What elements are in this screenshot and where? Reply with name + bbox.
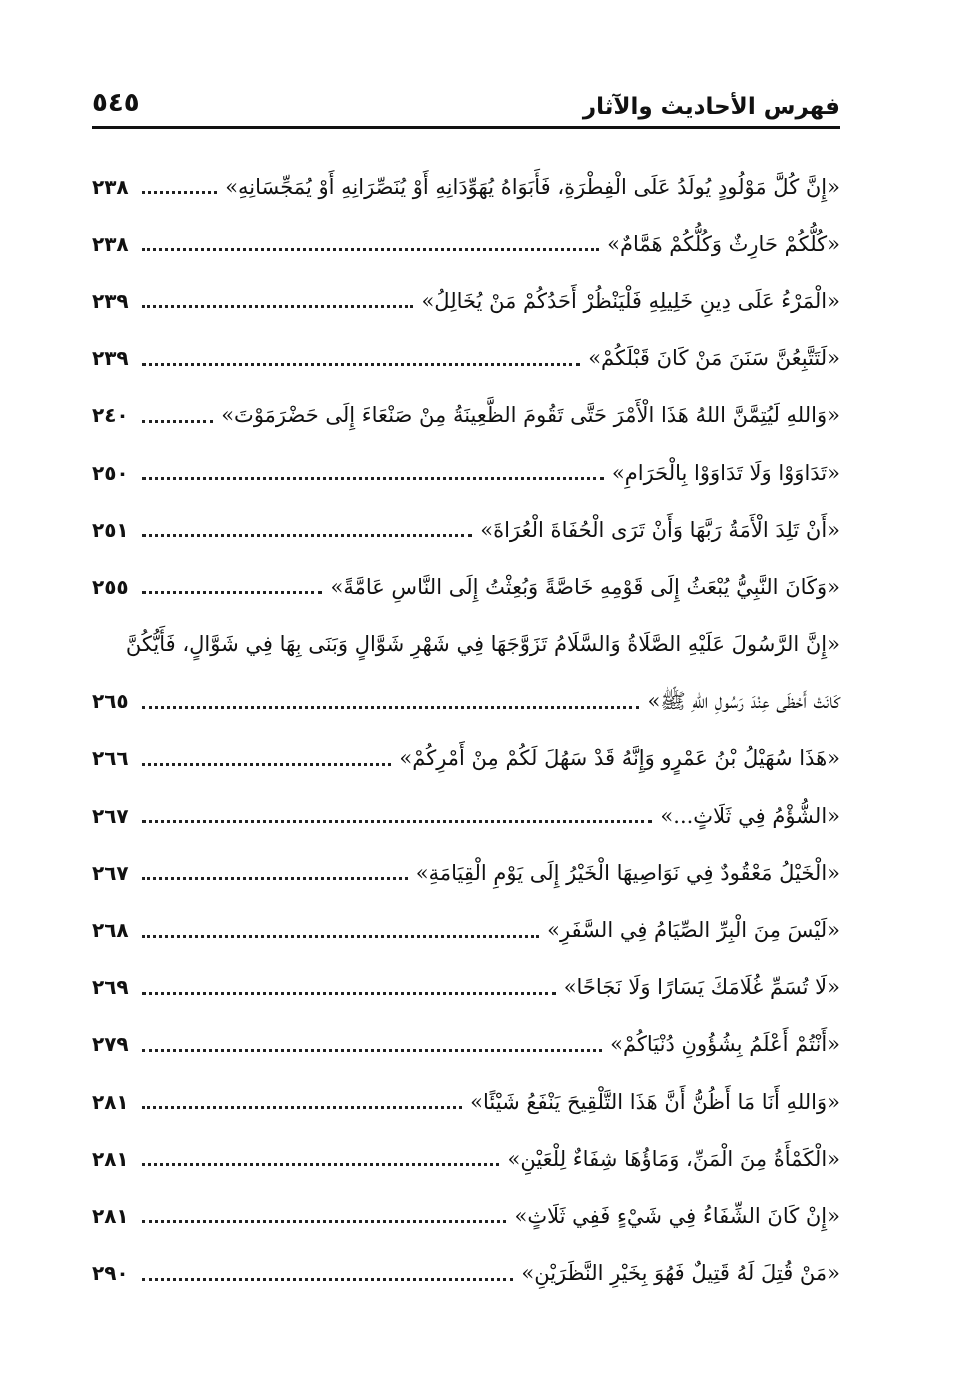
- leader-dots: [142, 820, 652, 823]
- page-reference: ٢٦٦: [92, 746, 129, 771]
- page-reference: ٢٦٧: [92, 860, 129, 885]
- hadith-text: «الْمَرْءُ عَلَى دِينِ خَلِيلِهِ فَلْيَنْظُرْ أَحَدُكُمْ مَنْ يُخَالِلُ»: [421, 288, 840, 313]
- index-entry: [92, 444, 840, 501]
- index-entry: [92, 730, 840, 787]
- index-entry: [92, 1245, 840, 1302]
- index-entry: [92, 215, 840, 272]
- leader-dots: [142, 706, 639, 709]
- index-entry: [92, 158, 840, 215]
- page-reference: ٢٨١: [92, 1203, 129, 1228]
- index-entry: [92, 673, 840, 730]
- hadith-text: «إِنَّ كُلَّ مَوْلُودٍ يُولَدُ عَلَى الْفِطْرَةِ، فَأَبَوَاهُ يُهَوِّدَانِهِ أَوْ يُنَصِّرَانِهِ أَوْ يُمَجِّسَانِهِ»: [225, 174, 840, 199]
- page-reference: ٢٣٨: [92, 231, 129, 256]
- leader-dots: [142, 1278, 513, 1281]
- hadith-index-list: [92, 158, 840, 1302]
- index-entry: [92, 1187, 840, 1244]
- index-entry: [92, 1073, 840, 1130]
- page-reference: ٢٧٩: [92, 1032, 129, 1057]
- index-entry: [92, 330, 840, 387]
- page-header: [92, 86, 840, 126]
- index-entry: [92, 959, 840, 1016]
- hadith-text: «أَنْ تَلِدَ الْأَمَةُ رَبَّهَا وَأَنْ تَرَى الْحُفَاةَ الْعُرَاةَ»: [480, 517, 840, 542]
- leader-dots: [142, 935, 539, 938]
- index-entry: [92, 787, 840, 844]
- page-reference: ٢٦٨: [92, 918, 129, 943]
- leader-dots: [142, 1106, 462, 1109]
- page-reference: ٢٥٠: [92, 460, 129, 485]
- index-entry: [92, 501, 840, 558]
- page-reference: ٢٥٥: [92, 574, 129, 599]
- leader-dots: [142, 363, 580, 366]
- page-reference: ٢٦٩: [92, 975, 129, 1000]
- hadith-text: «الْخَيْلُ مَعْقُودٌ فِي نَوَاصِيهَا الْخَيْرُ إِلَى يَوْمِ الْقِيَامَةِ»: [415, 860, 840, 885]
- page-reference: ٢٤٠: [92, 403, 129, 428]
- page-reference: ٢٣٩: [92, 288, 129, 313]
- leader-dots: [142, 420, 213, 423]
- page-reference: ٢٦٥: [92, 689, 129, 714]
- leader-dots: [142, 1163, 499, 1166]
- index-entry: [92, 272, 840, 329]
- hadith-text: «كُلُّكُمْ حَارِثٌ وَكُلُّكُمْ هَمَّامٌ»: [607, 231, 840, 256]
- hadith-text: «وَاللهِ أَنَا مَا أَظُنُّ أَنَّ هَذَا التَّلْقِيحَ يَنْفَعُ شَيْئًا»: [470, 1089, 840, 1114]
- page-reference: ٢٣٩: [92, 346, 129, 371]
- page-reference: ٢٩٠: [92, 1261, 129, 1286]
- leader-dots: [142, 477, 604, 480]
- leader-dots: [142, 534, 472, 537]
- index-entry: [92, 844, 840, 901]
- header-rule: [92, 126, 840, 129]
- hadith-text: «أَنْتُمْ أَعْلَمُ بِشُؤُونِ دُنْيَاكُمْ»: [610, 1032, 840, 1057]
- leader-dots: [142, 1220, 506, 1223]
- page-reference: ٢٦٧: [92, 803, 129, 828]
- leader-dots: [142, 763, 391, 766]
- page-reference: ٢٨١: [92, 1146, 129, 1171]
- hadith-text: «هَذَا سُهَيْلُ بْنُ عَمْرٍو وَإِنَّهُ قَدْ سَهُلَ لَكُمْ مِنْ أَمْرِكُمْ»: [399, 746, 840, 771]
- index-entry: [92, 1130, 840, 1187]
- hadith-text: «وَاللهِ لَيُتِمَّنَّ اللهُ هَذَا الْأَمْرَ حَتَّى تَقُومَ الظَّعِينَةُ مِنْ صَنْعَاءَ إِلَى حَضْرَمَوْتَ»: [221, 403, 840, 428]
- page-number: ٥٤٥: [92, 88, 140, 118]
- index-entry: [92, 387, 840, 444]
- hadith-text: «الْكَمْأَةُ مِنَ الْمَنِّ، وَمَاؤُهَا شِفَاءٌ لِلْعَيْنِ»: [507, 1146, 840, 1171]
- leader-dots: [142, 191, 217, 194]
- hadith-text: «لَتَتَّبِعُنَّ سَنَنَ مَنْ كَانَ قَبْلَكُمْ»: [588, 346, 840, 371]
- hadith-text: «إِنَّ الرَّسُولَ عَلَيْهِ الصَّلَاةُ وَالسَّلَامُ تَزَوَّجَهَا فِي شَهْرِ شَوَّالٍ وَبَنَى بِهَا فِي شَوَّالٍ، فَأَيُّكُنَّ: [125, 632, 840, 657]
- hadith-text: «إِنْ كَانَ الشِّفَاءُ فِي شَيْءٍ فَفِي ثَلَاثٍ»: [514, 1203, 840, 1228]
- index-entry: [92, 558, 840, 615]
- leader-dots: [142, 1049, 602, 1052]
- leader-dots: [142, 877, 408, 880]
- hadith-text: «تَدَاوَوْا وَلَا تَدَاوَوْا بِالْحَرَامِ»: [611, 460, 840, 485]
- leader-dots: [142, 305, 413, 308]
- hadith-text: «وَكَانَ النَّبِيُّ يُبْعَثُ إِلَى قَوْمِهِ خَاصَّةً وَبُعِثْتُ إِلَى النَّاسِ عَامَّةً»: [330, 574, 840, 599]
- running-title: فهرس الأحاديث والآثار: [582, 94, 840, 120]
- page-reference: ٢٣٨: [92, 174, 129, 199]
- hadith-text: «مَنْ قُتِلَ لَهُ قَتِيلٌ فَهُوَ بِخَيْرِ النَّظَرَيْنِ»: [521, 1261, 840, 1286]
- leader-dots: [142, 591, 322, 594]
- hadith-text: «لَا تُسَمِّ غُلَامَكَ يَسَارًا وَلَا نَجَاحًا»: [563, 975, 840, 1000]
- index-entry: [92, 616, 840, 673]
- leader-dots: [142, 992, 556, 995]
- hadith-text: كَانَتْ أَحْظَى عِنْدَ رَسُولِ اللهِ ﷺ»: [647, 689, 840, 714]
- index-entry: [92, 1016, 840, 1073]
- hadith-text: «الشُّؤْمُ فِي ثَلَاثٍ...»: [660, 803, 840, 828]
- page-reference: ٢٨١: [92, 1089, 129, 1114]
- hadith-text: «لَيْسَ مِنَ الْبِرِّ الصِّيَامُ فِي السَّفَرِ»: [547, 918, 840, 943]
- leader-dots: [142, 248, 599, 251]
- index-entry: [92, 901, 840, 958]
- page-reference: ٢٥١: [92, 517, 129, 542]
